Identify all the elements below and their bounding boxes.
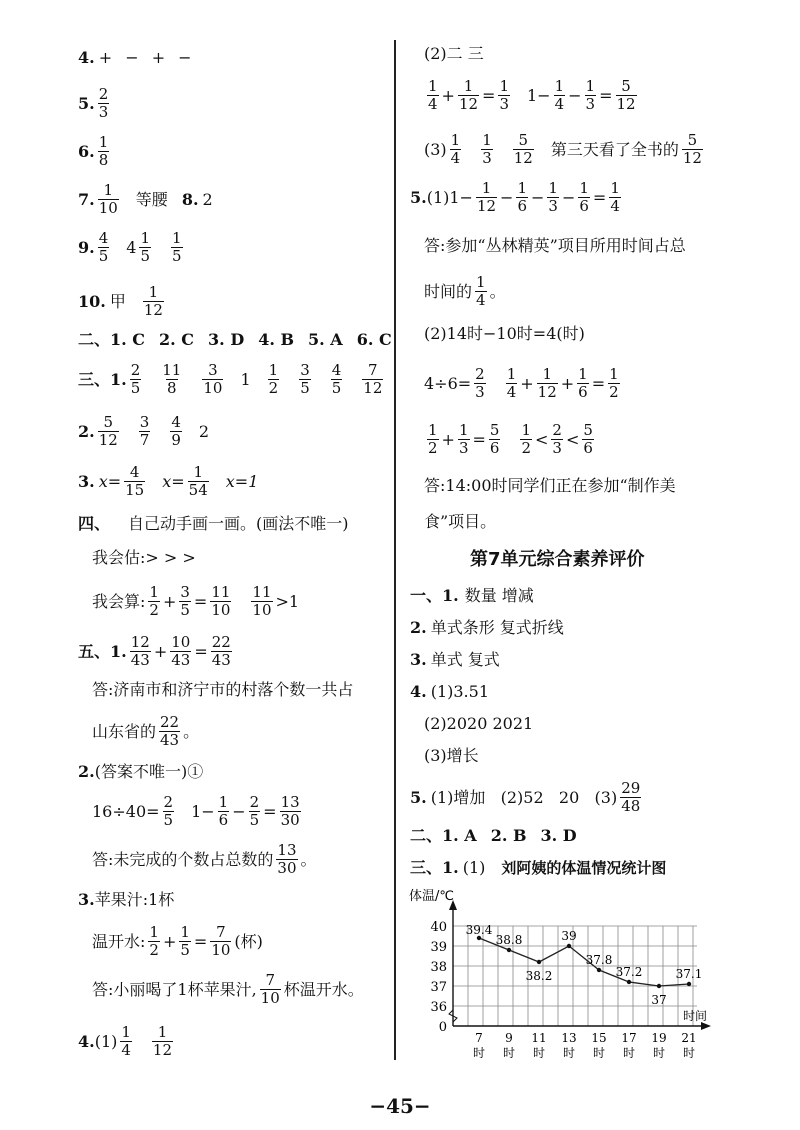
fraction: $\frac{1}{8}$ xyxy=(98,133,109,169)
data-point xyxy=(507,948,511,952)
section-5-q3-answer: 答:小丽喝了1杯苹果汁, $\frac{7}{10}$ 杯温开水。 xyxy=(92,971,364,1007)
section-3-q3: 3. x= $\frac{4}{15}$ x= $\frac{1}{54}$ x=1 xyxy=(78,463,259,499)
x-tick-unit: 时 xyxy=(502,1046,516,1060)
data-label: 39 xyxy=(561,929,577,943)
section-5-q1-answer-cont: 山东省的 $\frac{22}{43}$ 。 xyxy=(92,713,200,749)
unit-sec2: 二、 1. A 2. B 3. D xyxy=(410,826,577,845)
right-q5-2-answer-cont: 食”项目。 xyxy=(424,512,497,531)
section-5-q3: 3. 苹果汁:1杯 xyxy=(78,890,175,909)
x-axis-label: 时间 xyxy=(683,1009,708,1023)
x-axis-arrow xyxy=(701,1022,711,1030)
right-q4-2-calc: $\frac{1}{4}$ + $\frac{1}{12}$ = $\frac{1}{3}$ 1− $\frac{1}{4}$ − $\frac{1}{3}$ = $\frac{5}{12}$ xyxy=(428,77,636,113)
x-tick-label: 19 xyxy=(651,1031,667,1045)
y-axis-label: 体温/℃ xyxy=(409,889,454,904)
right-q5-1-answer-cont: 时间的 $\frac{1}{4}$ 。 xyxy=(424,273,506,309)
section-5-q1-answer: 答:济南市和济宁市的村落个数一共占 xyxy=(92,680,354,699)
unit-q5: 5. (1)增加 (2)52 20 (3) $\frac{29}{48}$ xyxy=(410,779,641,815)
chart-title: 刘阿姨的体温情况统计图 xyxy=(501,859,667,877)
section-4-estimate: 我会估:> > > xyxy=(92,548,196,567)
page-number: −45− xyxy=(369,1094,431,1118)
fraction: $\frac{1}{12}$ xyxy=(143,283,163,319)
data-label: 37.1 xyxy=(675,967,703,981)
right-q5-1: 5. (1)1− $\frac{1}{12}$ − $\frac{1}{6}$ − $\frac{1}{3}$ − $\frac{1}{6}$ = $\frac{1}{4}$ xyxy=(410,179,620,215)
data-label: 38.2 xyxy=(525,969,553,983)
unit-q1: 一、1. 数量 增减 xyxy=(410,586,534,605)
data-label: 37.8 xyxy=(585,953,613,967)
section-5-q2: 2. (答案不唯一)① xyxy=(78,762,204,781)
x-tick-unit: 时 xyxy=(562,1046,576,1060)
x-tick-unit: 时 xyxy=(682,1046,696,1060)
y-tick-label: 36 xyxy=(430,1000,447,1015)
right-q5-2-compare: $\frac{1}{2}$ + $\frac{1}{3}$ = $\frac{5}{6}$ $\frac{1}{2}$ < $\frac{2}{3}$ < $\frac{5}{6}$ xyxy=(428,421,593,457)
y-tick-label: 40 xyxy=(430,920,447,935)
x-tick-unit: 时 xyxy=(622,1046,636,1060)
x-tick-unit: 时 xyxy=(472,1046,486,1060)
answer-5: 5. $\frac{2}{3}$ xyxy=(78,85,109,121)
right-q4-3: (3) $\frac{1}{4}$ $\frac{1}{3}$ $\frac{5}{12}$ 第三天看了全书的 $\frac{5}{12}$ xyxy=(424,131,702,167)
right-q5-1-answer: 答:参加“丛林精英”项目所用时间占总 xyxy=(424,236,686,255)
x-tick-label: 17 xyxy=(621,1031,637,1045)
section-2-answers: 二、 1. C 2. C 3. D 4. B 5. A 6. C xyxy=(78,330,392,349)
data-point xyxy=(597,968,601,972)
fraction: $\frac{1}{5}$ xyxy=(140,229,150,265)
y-tick-label: 39 xyxy=(430,940,447,955)
y-tick-label: 37 xyxy=(430,980,447,995)
data-point xyxy=(657,984,661,988)
section-4-calc: 我会算: $\frac{1}{2}$ + $\frac{3}{5}$ = $\frac{11}{10}$ $\frac{11}{10}$ >1 xyxy=(92,583,300,619)
data-label: 37.2 xyxy=(615,965,643,979)
unit-q4: 4. (1)3.51 xyxy=(410,682,489,701)
data-point xyxy=(687,982,691,986)
unit-q4-2: (2)2020 2021 xyxy=(424,714,534,733)
data-point xyxy=(537,960,541,964)
answer-7-8: 7. $\frac{1}{10}$ 等腰 8. 2 xyxy=(78,181,213,217)
x-tick-label: 15 xyxy=(591,1031,607,1045)
right-q4-2: (2)二 三 xyxy=(424,44,484,63)
x-tick-label: 9 xyxy=(505,1031,513,1045)
y-tick-label: 0 xyxy=(438,1020,447,1035)
right-q5-2-answer: 答:14:00时同学们正在参加“制作美 xyxy=(424,476,676,495)
answer-6: 6. $\frac{1}{8}$ xyxy=(78,133,109,169)
section-5-q2-calc: 16÷40= $\frac{2}{5}$ 1− $\frac{1}{6}$ − $\frac{2}{5}$ = $\frac{13}{30}$ xyxy=(92,793,300,829)
fraction: $\frac{1}{10}$ xyxy=(98,181,118,217)
data-label: 39.4 xyxy=(465,923,493,937)
right-q5-2-calc: 4÷6= $\frac{2}{3}$ $\frac{1}{4}$ + $\frac{1}{12}$ + $\frac{1}{6}$ = $\frac{1}{2}$ xyxy=(424,365,619,401)
answer-4: 4. + − + − xyxy=(78,48,196,67)
answer-10: 10. 甲 $\frac{1}{12}$ xyxy=(78,283,163,319)
x-tick-label: 11 xyxy=(531,1031,547,1045)
x-tick-unit: 时 xyxy=(532,1046,546,1060)
section-5-q4: 4. (1) $\frac{1}{4}$ $\frac{1}{12}$ xyxy=(78,1023,173,1059)
answer-9: 9. $\frac{4}{5}$ 4 $\frac{1}{5}$ $\frac{1}{5}$ xyxy=(78,229,182,265)
data-label: 38.8 xyxy=(495,933,523,947)
section-3-q1: 三、1. $\frac{2}{5}$ $\frac{11}{8}$ $\frac{3}{10}$ 1 $\frac{1}{2}$ $\frac{3}{5}$ $\frac{4}{5}$ $\frac{7}{12}$ xyxy=(78,361,383,397)
x-tick-label: 13 xyxy=(561,1031,577,1045)
data-label: 37 xyxy=(651,993,667,1007)
x-tick-label: 21 xyxy=(681,1031,697,1045)
unit-title: 第7单元综合素养评价 xyxy=(470,549,645,570)
x-tick-unit: 时 xyxy=(652,1046,666,1060)
column-divider xyxy=(394,40,396,1060)
right-q5-2: (2)14时−10时=4(时) xyxy=(424,324,585,343)
unit-q3: 3. 单式 复式 xyxy=(410,650,500,669)
section-5-q3-water: 温开水: $\frac{1}{2}$ + $\frac{1}{5}$ = $\frac{7}{10}$ (杯) xyxy=(92,923,263,959)
fraction: $\frac{2}{3}$ xyxy=(98,85,109,121)
data-point xyxy=(567,944,571,948)
fraction: $\frac{4}{5}$ xyxy=(98,229,109,265)
unit-q2: 2. 单式条形 复式折线 xyxy=(410,618,564,637)
section-5-q1: 五、1. $\frac{12}{43}$ + $\frac{10}{43}$ = $\frac{22}{43}$ xyxy=(78,633,231,669)
x-tick-label: 7 xyxy=(475,1031,483,1045)
y-tick-label: 38 xyxy=(430,960,447,975)
unit-q4-3: (3)增长 xyxy=(424,746,479,765)
fraction: $\frac{1}{5}$ xyxy=(171,229,182,265)
data-point xyxy=(627,980,631,984)
section-3-q2: 2. $\frac{5}{12}$ $\frac{3}{7}$ $\frac{4}{9}$ 2 xyxy=(78,413,210,449)
temperature-line-chart xyxy=(405,888,725,1060)
x-tick-unit: 时 xyxy=(592,1046,606,1060)
unit-sec3: 三、1. (1) 刘阿姨的体温情况统计图 xyxy=(410,858,667,877)
section-4-title: 四、 自己动手画一画。(画法不唯一) xyxy=(78,514,349,533)
section-5-q2-answer: 答:未完成的个数占总数的 $\frac{13}{30}$ 。 xyxy=(92,841,317,877)
